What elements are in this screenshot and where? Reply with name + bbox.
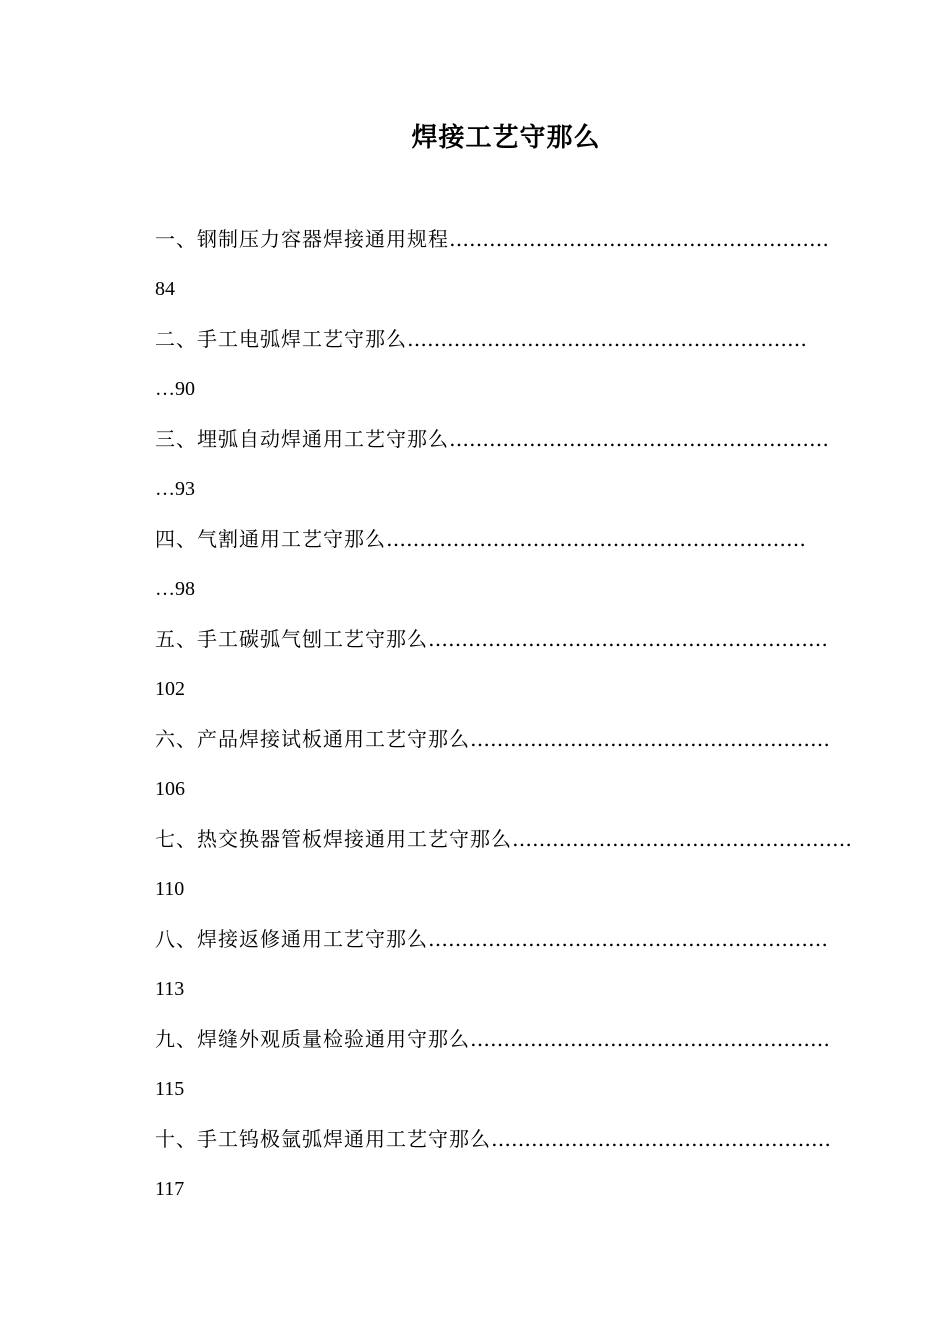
- toc-leader-dots: ………………………………………………………: [386, 527, 806, 551]
- toc-entry[interactable]: [155, 221, 858, 321]
- toc-entry-label: 六、产品焊接试板通用工艺守那么: [155, 727, 470, 751]
- toc-entry-label: 三、埋弧自动焊通用工艺守那么: [155, 427, 449, 451]
- document-title: 焊接工艺守那么: [411, 123, 601, 153]
- toc-page-number: 102: [155, 678, 185, 700]
- toc-entry[interactable]: [155, 321, 858, 421]
- toc-page-number: 110: [155, 878, 185, 900]
- toc-entry[interactable]: [155, 721, 858, 821]
- toc-entry[interactable]: [155, 521, 858, 621]
- toc-page-number: 115: [155, 1078, 185, 1100]
- toc-leader-dots: ……………………………………………………: [407, 327, 807, 351]
- toc-entry-label: 七、热交换器管板焊接通用工艺守那么: [155, 827, 512, 851]
- toc-leader-dots: ……………………………………………: [491, 1127, 831, 1151]
- toc-entry-line: [155, 221, 858, 271]
- toc-entry-line: [155, 621, 858, 671]
- toc-entry[interactable]: [155, 821, 858, 921]
- toc-page-number: 113: [155, 978, 185, 1000]
- toc-entry-label: 一、钢制压力容器焊接通用规程: [155, 227, 449, 251]
- toc-leader-dots: ……………………………………………………: [428, 927, 828, 951]
- toc-entry-line: [155, 1021, 858, 1071]
- toc-page-number: …90: [155, 378, 195, 400]
- toc-entry-line: [155, 821, 858, 871]
- toc-entry-line: [155, 721, 858, 771]
- toc-entry-label: 十、手工钨极氩弧焊通用工艺守那么: [155, 1127, 491, 1151]
- toc-entry-line: [155, 521, 858, 571]
- toc-leader-dots: …………………………………………………: [449, 227, 829, 251]
- toc-entry-label: 五、手工碳弧气刨工艺守那么: [155, 627, 428, 651]
- toc-entry-label: 九、焊缝外观质量检验通用守那么: [155, 1027, 470, 1051]
- toc-entry-line: [155, 421, 858, 471]
- toc-page-number: …98: [155, 578, 195, 600]
- toc-page-number: 84: [155, 278, 175, 300]
- toc-entry-label: 二、手工电弧焊工艺守那么: [155, 327, 407, 351]
- toc-entry[interactable]: [155, 1021, 858, 1121]
- toc-leader-dots: ……………………………………………………: [428, 627, 828, 651]
- table-of-contents: [155, 221, 858, 1221]
- toc-entry[interactable]: [155, 421, 858, 521]
- toc-page-number: …93: [155, 478, 195, 500]
- toc-entry-label: 八、焊接返修通用工艺守那么: [155, 927, 428, 951]
- toc-page-number: 117: [155, 1178, 185, 1200]
- toc-leader-dots: ……………………………………………: [512, 827, 852, 851]
- toc-leader-dots: …………………………………………………: [449, 427, 829, 451]
- toc-entry[interactable]: [155, 1121, 858, 1221]
- toc-page-number: 106: [155, 778, 185, 800]
- toc-entry[interactable]: [155, 621, 858, 721]
- toc-entry-label: 四、气割通用工艺守那么: [155, 527, 386, 551]
- toc-leader-dots: ………………………………………………: [470, 1027, 830, 1051]
- toc-leader-dots: ………………………………………………: [470, 727, 830, 751]
- toc-entry-line: [155, 921, 858, 971]
- toc-entry-line: [155, 321, 858, 371]
- toc-entry-line: [155, 1121, 858, 1171]
- toc-entry[interactable]: [155, 921, 858, 1021]
